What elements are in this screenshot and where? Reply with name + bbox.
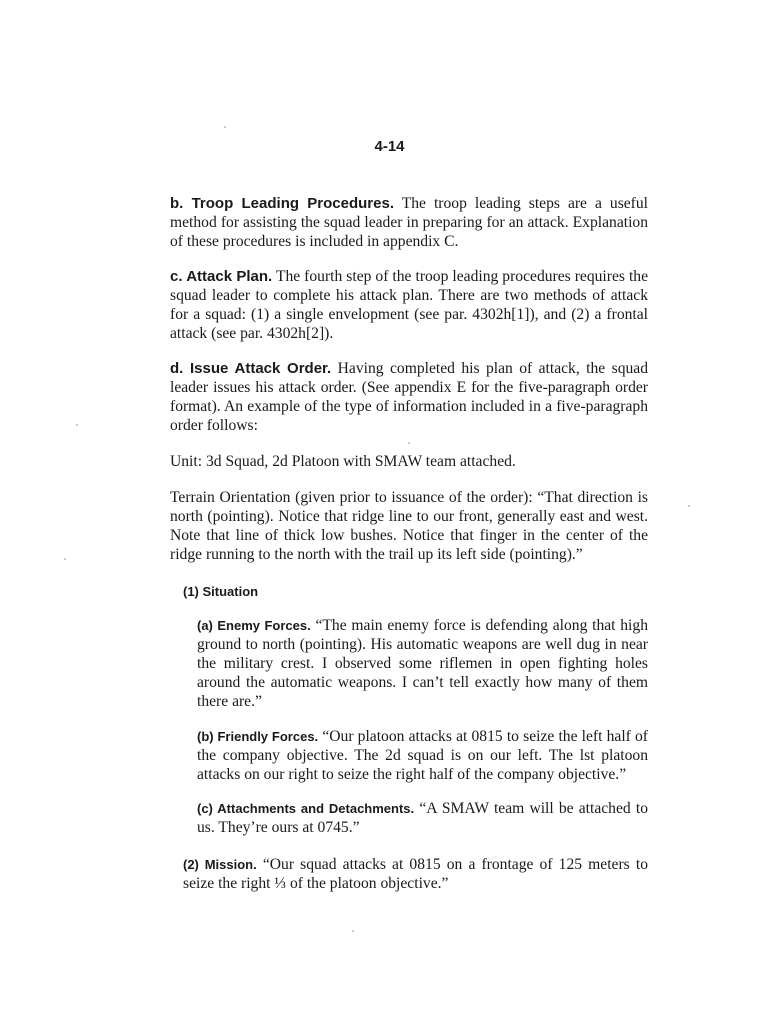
attack-plan-heading: c. Attack Plan. [170,268,273,285]
issue-order-text: Having completed his plan of attack, the squad leader issues his attack order. (See appendix E for the five-paragraph order format). An example of the type of information included in a five-paragraph order follows: [170,360,649,434]
enemy-forces-paragraph [197,616,648,711]
troop-leading-paragraph [170,194,648,251]
mission-text: “Our squad attacks at 0815 on a frontage of 125 meters to seize the right ⅓ of the platoon objective.” [183,856,648,892]
troop-leading-heading: b. Troop Leading Procedures. [170,195,394,212]
enemy-forces-text: “The main enemy force is defending along that high ground to north (pointing). His automatic weapons are well dug in near the military crest. I observed some riflemen in open fighting holes around the automatic weapons. I can’t tell exactly how many of them there are.” [197,617,648,710]
mission-heading: (2) Mission. [183,857,257,872]
friendly-forces-text: “Our platoon attacks at 0815 to seize the left half of the company objective. The 2d squad is on our left. The lst platoon attacks on our right to seize the right half of the company objective.” [197,728,648,783]
issue-order-paragraph [170,359,648,435]
unit-line: Unit: 3d Squad, 2d Platoon with SMAW team attached. [170,453,516,470]
attachments-heading: (c) Attachments and Detachments. [197,801,415,816]
issue-order-heading: d. Issue Attack Order. [170,360,332,377]
attachments-text: “A SMAW team will be attached to us. They’re ours at 0745.” [197,800,648,836]
scan-speck [224,126,226,128]
enemy-forces-heading: (a) Enemy Forces. [197,618,311,633]
troop-leading-text: The troop leading steps are a useful method for assisting the squad leader in preparing for an attack. Explanation of these procedures is included in appendix C. [170,195,649,250]
scan-speck [76,424,78,426]
scan-speck [352,930,354,932]
terrain-orientation: Terrain Orientation (given prior to issuance of the order): “That direction is north (pointing). Notice that ridge line to our front, generally east and west. Note that line of thick low bushes. Notice that finger in the center of the ridge running to the north with the trail up its left side (pointing).” [170,489,648,563]
scan-speck [64,558,66,560]
situation-paragraph [183,582,648,601]
scan-speck [688,505,690,507]
friendly-forces-paragraph [197,727,648,784]
attack-plan-paragraph [170,267,648,343]
attack-plan-text: The fourth step of the troop leading procedures requires the squad leader to complete his attack plan. There are two methods of attack for a squad: (1) a single envelopment (see par. 4302h[1]), and (2) a frontal attack (see par. 4302h[2]). [170,268,649,342]
page-number: 4-14 [374,138,405,155]
friendly-forces-heading: (b) Friendly Forces. [197,729,319,744]
scan-speck [408,442,410,444]
situation-heading: (1) Situation [183,584,259,599]
mission-paragraph [183,855,648,893]
attachments-paragraph [197,799,648,837]
